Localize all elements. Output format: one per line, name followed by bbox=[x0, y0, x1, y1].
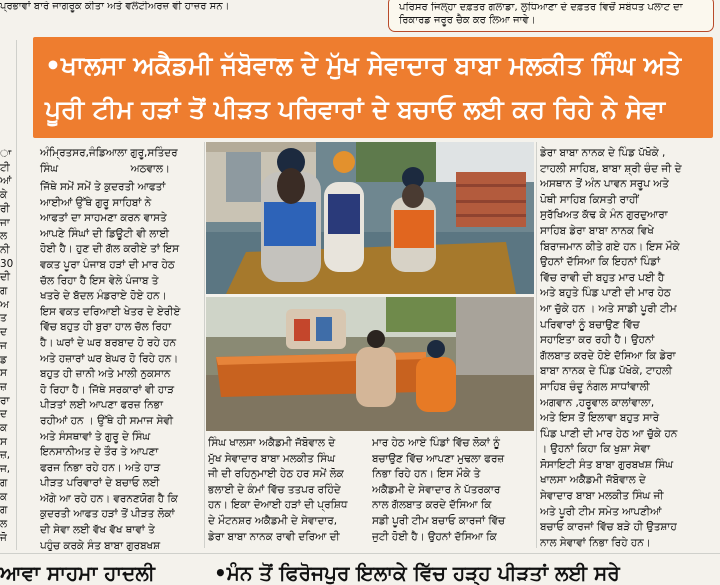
article-line: ਅਤੇ ਬਹੁਤੇ ਪਿੰਡ ਪਾਣੀ ਦੀ ਮਾਰ ਹੇਠ bbox=[540, 287, 671, 300]
dateline bbox=[40, 145, 204, 177]
edge-fragment: ਦ bbox=[0, 326, 7, 339]
edge-fragment: ਜਾ bbox=[0, 216, 10, 229]
article-line: ਪਰਿਵਾਰਾਂ ਨੂੰ ਬਚਾਉਣ ਵਿੱਚ bbox=[540, 318, 640, 331]
article-line: ਅਤੇ ਹਜ਼ਾਰਾਂ ਘਰ ਬੇਘਰ ਹੋ ਰਿਹੇ ਹਨ। bbox=[40, 352, 179, 365]
article-line: ਸਹਾਇਤਾ ਕਰ ਰਹੀ ਹੈ। ਉਹਨਾਂ bbox=[540, 334, 655, 347]
article-line: ਖਾਲਸਾ ਅਕੈਡਮੀ ਜੱਬੋਵਾਲ ਦੇ bbox=[540, 474, 646, 487]
article-line: ਸਿੰਘ ਖਾਲਸਾ ਅਕੈਡਮੀ ਜੱਬੋਵਾਲ ਦੇ bbox=[208, 437, 336, 449]
column-rule-left bbox=[16, 40, 17, 550]
edge-fragment: ਨੀ bbox=[0, 243, 10, 256]
article-line: ਅਗਵਾਨ ,ਹਰੂਵਾਲ ਕਾਲਾਂਵਾਲਾ, bbox=[540, 396, 655, 409]
article-line: ਪੀੜਤ ਪਰਿਵਾਰਾਂ ਦੇ ਬਚਾਓ ਲਈ bbox=[40, 477, 160, 490]
headline-line-2: ਪੂਰੀ ਟੀਮ ਹੜਾਂ ਤੋਂ ਪੀੜਤ ਪਰਿਵਾਰਾਂ ਦੇ ਬਚਾਓ ਲਈ ਕਰ ਰਿਹੇ ਨੇ ਸੇਵਾ bbox=[45, 95, 666, 124]
article-line: ਬਚਾਓ ਕਾਰਜਾਂ ਵਿੱਚ ਬੜੇ ਹੀ ਉਤਸ਼ਾਹ bbox=[540, 521, 677, 534]
article-line: ਅਕੈਡਮੀ ਦੇ ਸੇਵਾਦਾਰ ਨੇ ਪੱਤਰਕਾਰ bbox=[372, 483, 501, 496]
rescue-boat-photo-art bbox=[206, 142, 534, 294]
article-line: ਗੱਲਬਾਤ ਕਰਦੇ ਹੋਏ ਦੱਸਿਆ ਕਿ ਡੇਰਾ bbox=[540, 349, 676, 362]
flood-evacuation-photo bbox=[206, 297, 534, 431]
article-line: ਇਨਸਾਨੀਅਤ ਦੇ ਤੌਰ ਤੇ ਆਪਣਾ bbox=[40, 446, 159, 459]
headline-line-1: •ਖਾਲਸਾ ਅਕੈਡਮੀ ਜੱਬੋਵਾਲ ਦੇ ਮੁੱਖ ਸੇਵਾਦਾਰ ਬਾਬਾ ਮਲਕੀਤ ਸਿੰਘ ਅਤੇ bbox=[45, 51, 682, 80]
article-line: ਵਿੱਚ ਰਾਵੀ ਦੀ ਬਹੁਤ ਮਾਰ ਪਈ ਹੈ bbox=[540, 271, 665, 284]
article-line: ਆਫਤਾਂ ਦਾ ਸਾਹਮਣਾ ਕਰਨ ਵਾਸਤੇ bbox=[40, 212, 167, 225]
article-column-1 bbox=[40, 180, 204, 554]
edge-fragment: ਜੋ bbox=[0, 531, 7, 544]
column-rule-1 bbox=[204, 142, 205, 548]
article-line: ਬਾਬਾ ਨਾਨਕ ਦੇ ਪਿੰਡ ਪੱਖੋਕੇ, ਟਾਹਲੀ bbox=[540, 365, 672, 378]
article-line: ਡੇਰਾ ਬਾਬਾ ਨਾਨਕ ਦੇ ਪਿੰਡ ਪੱਖੋਕੇ , bbox=[540, 147, 666, 159]
article-line: ਵਿੱਚ ਬਹੁਤ ਹੀ ਬੁਰਾ ਹਾਲ ਚੱਲ ਰਿਹਾ bbox=[40, 321, 172, 334]
edge-fragment: ਜ਼ bbox=[0, 380, 7, 393]
edge-fragment: ਾ bbox=[0, 148, 12, 160]
edge-fragment: ਲ bbox=[0, 230, 8, 243]
rescue-boat-photo bbox=[206, 142, 534, 294]
article-line: ਸਾਹਿਬ ਡੇਰਾ ਬਾਬਾ ਨਾਨਕ ਵਿਖੇ bbox=[540, 224, 654, 237]
article-line: ਅਤੇ ਇਸ ਤੋਂ ਇਲਾਵਾ ਬਹੁਤ ਸਾਰੇ bbox=[540, 412, 660, 425]
article-line: ਪਿੰਡ ਪਾਣੀ ਦੀ ਮਾਰ ਹੇਠ ਆ ਚੁੱਕੇ ਹਨ bbox=[540, 427, 678, 440]
top-notice-box bbox=[388, 0, 714, 32]
article-line: ਸਡੀ ਪੂਰੀ ਟੀਮ ਬਚਾਓ ਕਾਰਜਾਂ ਵਿੱਚ bbox=[372, 514, 506, 527]
article-line: ਸੁਰੱਖਿਅਤ ਕੱਢ ਕੇ ਮੰਨ ਗੁਰਦੁਆਰਾ bbox=[540, 209, 668, 222]
article-line: ਚੱਲ ਰਿਹਾ ਹੈ ਇਸ ਵੇਲੇ ਪੰਜਾਬ ਤੇ bbox=[40, 274, 159, 287]
notice-line-1: ਪਰਿਸਰ ਜਿਲ੍ਹਾ ਦਫ਼ਤਰ ਗਲਾਡਾ, ਲੁਧਿਆਣਾ ਦੇ ਦਫ਼ਤਰ ਵਿਚੋਂ ਸਬੰਧਤ ਪਲਾਟ ਦਾ bbox=[399, 2, 683, 13]
article-line: ਅਸਥਾਨ ਤੋਂ ਅੰਨ ਪਾਵਨ ਸਰੂਪ ਅਤੇ bbox=[540, 178, 669, 191]
article-column-2 bbox=[208, 436, 368, 545]
edge-fragment: ਜ, bbox=[0, 463, 11, 476]
edge-fragment: ਗ bbox=[0, 504, 8, 517]
edge-fragment: ਸ bbox=[0, 435, 7, 448]
edge-fragment: ਅ bbox=[0, 298, 9, 311]
edge-fragment: ਤ bbox=[0, 312, 7, 325]
headline-banner bbox=[33, 37, 713, 138]
edge-fragment: ਜ bbox=[0, 339, 7, 352]
article-line: ਉਹਨਾਂ ਦੱਸਿਆ ਕਿ ਇਹਨਾਂ ਪਿੰਡਾਂ bbox=[540, 256, 661, 269]
article-line: । ਉਹਨਾਂ ਕਿਹਾ ਕਿ ਖੁਸ਼ਾ ਸੇਵਾ bbox=[540, 443, 650, 456]
left-edge-column bbox=[0, 148, 14, 548]
article-line: ਪੀੜਤਾਂ ਲਈ ਆਪਣਾ ਫਰਜ਼ ਨਿਭਾ bbox=[40, 399, 164, 412]
edge-fragment: ਡ bbox=[0, 353, 7, 366]
column-rule-2 bbox=[536, 142, 537, 548]
edge-fragment: ਗ bbox=[0, 476, 8, 489]
article-line: ਦੇ ਮੌਟਨਸ਼ਰ ਅਕੈਡਮੀ ਦੇ ਸੇਵਾਦਾਰ, bbox=[208, 514, 338, 527]
edge-fragment: ਸ bbox=[0, 367, 7, 380]
article-line: ਜੁਟੀ ਹੋਈ ਹੈ। ਉਹਨਾਂ ਦੱਸਿਆ ਕਿ bbox=[372, 530, 497, 543]
dateline-line-1: ਅੰਮ੍ਰਿਤਸਰ,ਜੰਡਿਆਲਾ ਗੁਰੂ,ਸਤਿੰਦਰ bbox=[40, 147, 178, 159]
article-line: ਬਚਾਉਣ ਵਿੱਚ ਆਪਣਾ ਮੁਢਲਾ ਫਰਜ਼ bbox=[372, 452, 505, 465]
bottom-headline-left: ਆਵਾ ਸਾਹਮਾ ਹਾਦਲੀ bbox=[0, 561, 155, 585]
edge-fragment: ਰੀ bbox=[0, 202, 10, 215]
edge-fragment: ਜ਼, bbox=[0, 449, 11, 462]
edge-fragment: ਕ bbox=[0, 490, 8, 503]
article-line: ਇਸ ਵਕਤ ਦਰਿਆਈ ਖੇਤਰ ਦੇ ਏਰੀਏ bbox=[40, 305, 181, 318]
article-line: ਬਿਰਾਜਮਾਨ ਕੀਤੇ ਗਏ ਹਨ। ਇਸ ਮੌਕੇ bbox=[540, 240, 680, 253]
top-strip-left-text: ਪ੍ਰਭਾਵਾਂ ਬਾਰੇ ਜਾਗਰੂਕ ਕੀਤਾ ਅਤੇ ਵਲੰਟੀਅਰਜ਼ ਵੀ ਹਾਜ਼ਰ ਸਨ। bbox=[0, 1, 230, 12]
article-line: ਜੀ ਦੀ ਰਹਿਨੁਮਾਈ ਹੇਠ ਹਰ ਸਮੇਂ ਲੋਕ bbox=[208, 468, 344, 481]
dateline-line-2: ਸਿੰਘ ਅਠਵਾਲ। bbox=[40, 163, 170, 175]
article-line: ਨਿਭਾ ਰਿਹੇ ਹਨ। ਇਸ ਮੌਕੇ ਤੇ bbox=[372, 468, 481, 481]
article-line: ਆ ਚੁੱਕੇ ਹਨ । ਅਤੇ ਸਾਡੀ ਪੂਰੀ ਟੀਮ bbox=[540, 302, 677, 315]
article-line: ਡੇਰਾ ਬਾਬਾ ਨਾਨਕ ਰਾਵੀ ਦਰਿਆ ਦੀ bbox=[208, 530, 340, 543]
notice-line-2: ਰਿਕਾਰਡ ਜਰੂਰ ਚੈਕ ਕਰ ਲਿਆ ਜਾਵੇ। bbox=[399, 15, 536, 26]
bottom-headline-right: •ਮੰਨ ਤੋਂ ਫਿਰੋਜਪੁਰ ਇਲਾਕੇ ਵਿੱਚ ਹੜ੍ਹ ਪੀੜਤਾਂ ਲਈ ਸਰੇ bbox=[214, 561, 620, 585]
edge-fragment: 30 bbox=[0, 257, 14, 270]
article-line: ਦੀ ਸੇਵਾ ਲਈ ਵੱਖ ਵੱਖ ਥਾਵਾਂ ਤੇ bbox=[40, 524, 155, 537]
article-line: ਹੈ। ਘਰਾਂ ਦੇ ਘਰ ਬਰਬਾਦ ਹੋ ਰਹੇ ਹਨ bbox=[40, 336, 177, 349]
article-line: ਹੋ ਰਿਹਾ ਹੈ। ਜਿੱਥੇ ਸਰਕਾਰਾਂ ਵੀ ਹਾੜ bbox=[40, 383, 175, 396]
article-line: ਜਿੱਥੇ ਸਮੇਂ ਸਮੇਂ ਤੇ ਕੁਦਰਤੀ ਆਫਤਾਂ bbox=[40, 181, 166, 193]
article-line: ਅੱਗੇ ਆ ਰਹੇ ਹਨ। ਵਰਨਣਯੋਗ ਹੈ ਕਿ bbox=[40, 492, 178, 505]
article-line: ਵਕਤ ਪੂਰਾ ਪੰਜਾਬ ਹੜਾਂ ਦੀ ਮਾਰ ਹੇਠ bbox=[40, 258, 175, 271]
article-line: ਪੋਥੀ ਸਾਹਿਬ ਕਿਸਤੀ ਰਾਹੀਂ bbox=[540, 193, 639, 206]
article-line: ਸੋਸਾਇਟੀ ਸੰਤ ਬਾਬਾ ਗੁਰਬਖਸ਼ ਸਿੰਘ bbox=[540, 458, 673, 471]
edge-fragment: ਆਂ bbox=[0, 175, 12, 188]
article-line: ਹੋਈ ਹੈ। ਹੁਣ ਦੀ ਗੱਲ ਕਰੀਏ ਤਾਂ ਇਸ bbox=[40, 243, 180, 256]
article-line: ਖਤਰੇ ਦੇ ਬੱਦਲ ਮੰਡਰਾਏ ਹੋਏ ਹਨ। bbox=[40, 290, 167, 303]
article-line: ਸੇਵਾਦਾਰ ਬਾਬਾ ਮਲਕੀਤ ਸਿੰਘ ਜੀ bbox=[540, 490, 664, 503]
article-line: ਭਲਾਈ ਦੇ ਕੰਮਾਂ ਵਿੱਚ ਤਤਪਰ ਰਹਿੰਦੇ bbox=[208, 483, 341, 496]
article-line: ਹਨ। ਇਕਾ ਦੋਆਈ ਹੜਾਂ ਦੀ ਪ੍ਰਸ਼ਿਧ bbox=[208, 499, 348, 512]
article-column-3 bbox=[372, 436, 532, 545]
article-line: ਅਤੇ ਪੂਰੀ ਟੀਮ ਸਮੇਤ ਆਪਣੀਆਂ bbox=[540, 505, 662, 518]
article-line: ਆਈਆਂ ਉੱਥੇ ਗੁਰੂ ਸਾਹਿਬਾਂ ਨੇ bbox=[40, 196, 152, 209]
article-line: ਨਾਲ ਸੇਵਾਵਾਂ ਨਿਭਾ ਰਿਹੇ ਹਨ। bbox=[540, 536, 651, 549]
article-column-4 bbox=[540, 146, 712, 551]
flood-evacuation-photo-art bbox=[206, 297, 534, 431]
edge-fragment: ਕ bbox=[0, 422, 8, 435]
article-line: ਟਾਹਲੀ ਸਾਹਿਬ, ਬਾਬਾ ਸ਼੍ਰੀ ਚੰਦ ਜੀ ਦੇ bbox=[540, 162, 682, 175]
edge-fragment: ਰਾ bbox=[0, 394, 10, 407]
article-line: ਰਹੀਆਂ ਹਨ । ਉੱਥੇ ਹੀ ਸਮਾਜ ਸੇਵੀ bbox=[40, 414, 174, 427]
article-line: ਪਹੁੰਚ ਕਰਕੇ ਸੰਤ ਬਾਬਾ ਗੁਰਬਖਸ਼ bbox=[40, 539, 161, 552]
edge-fragment: ਦੀ bbox=[0, 271, 11, 284]
article-line: ਅਤੇ ਸੰਸਥਾਵਾਂ ਤੇ ਗੁਰੂ ਦੇ ਸਿੰਘ bbox=[40, 430, 151, 443]
article-line: ਮਾਰ ਹੇਠ ਆਏ ਪਿੰਡਾਂ ਵਿੱਚ ਲੋਕਾਂ ਨੂੰ bbox=[372, 437, 500, 449]
edge-fragment: ਟੀ bbox=[0, 161, 10, 174]
article-line: ਬਹੁਤ ਹੀ ਜ਼ਾਨੀ ਅਤੇ ਮਾਲੀ ਨੁਕਸਾਨ bbox=[40, 368, 171, 381]
edge-fragment: ਲ bbox=[0, 517, 8, 530]
article-line: ਆਪਣੇ ਸਿੰਘਾਂ ਦੀ ਡਿਊਟੀ ਵੀ ਲਾਈ bbox=[40, 227, 169, 240]
article-line: ਫਰਜ ਨਿਭਾ ਰਹੇ ਹਨ। ਅਤੇ ਹਾੜ bbox=[40, 461, 161, 474]
edge-fragment: ਕੇ bbox=[0, 189, 8, 202]
article-line: ਨਾਲ ਗੱਲਬਾਤ ਕਰਦੇ ਦੱਸਿਆ ਕਿ bbox=[372, 499, 492, 512]
article-line: ਕੁਦਰਤੀ ਆਫਤ ਹੜਾਂ ਤੋਂ ਪੀੜਤ ਲੋਕਾਂ bbox=[40, 508, 175, 521]
bottom-rule bbox=[0, 553, 720, 554]
edge-fragment: ਗ bbox=[0, 285, 8, 298]
edge-fragment: ਦ bbox=[0, 408, 7, 421]
article-line: ਮੁੱਖ ਸੇਵਾਦਾਰ ਬਾਬਾ ਮਲਕੀਤ ਸਿੰਘ bbox=[208, 452, 335, 465]
article-line: ਸਾਹਿਬ ਚੰਦੂ ਨੰਗਲ ਸਾਧਾਂਵਾਲੀ bbox=[540, 380, 650, 393]
